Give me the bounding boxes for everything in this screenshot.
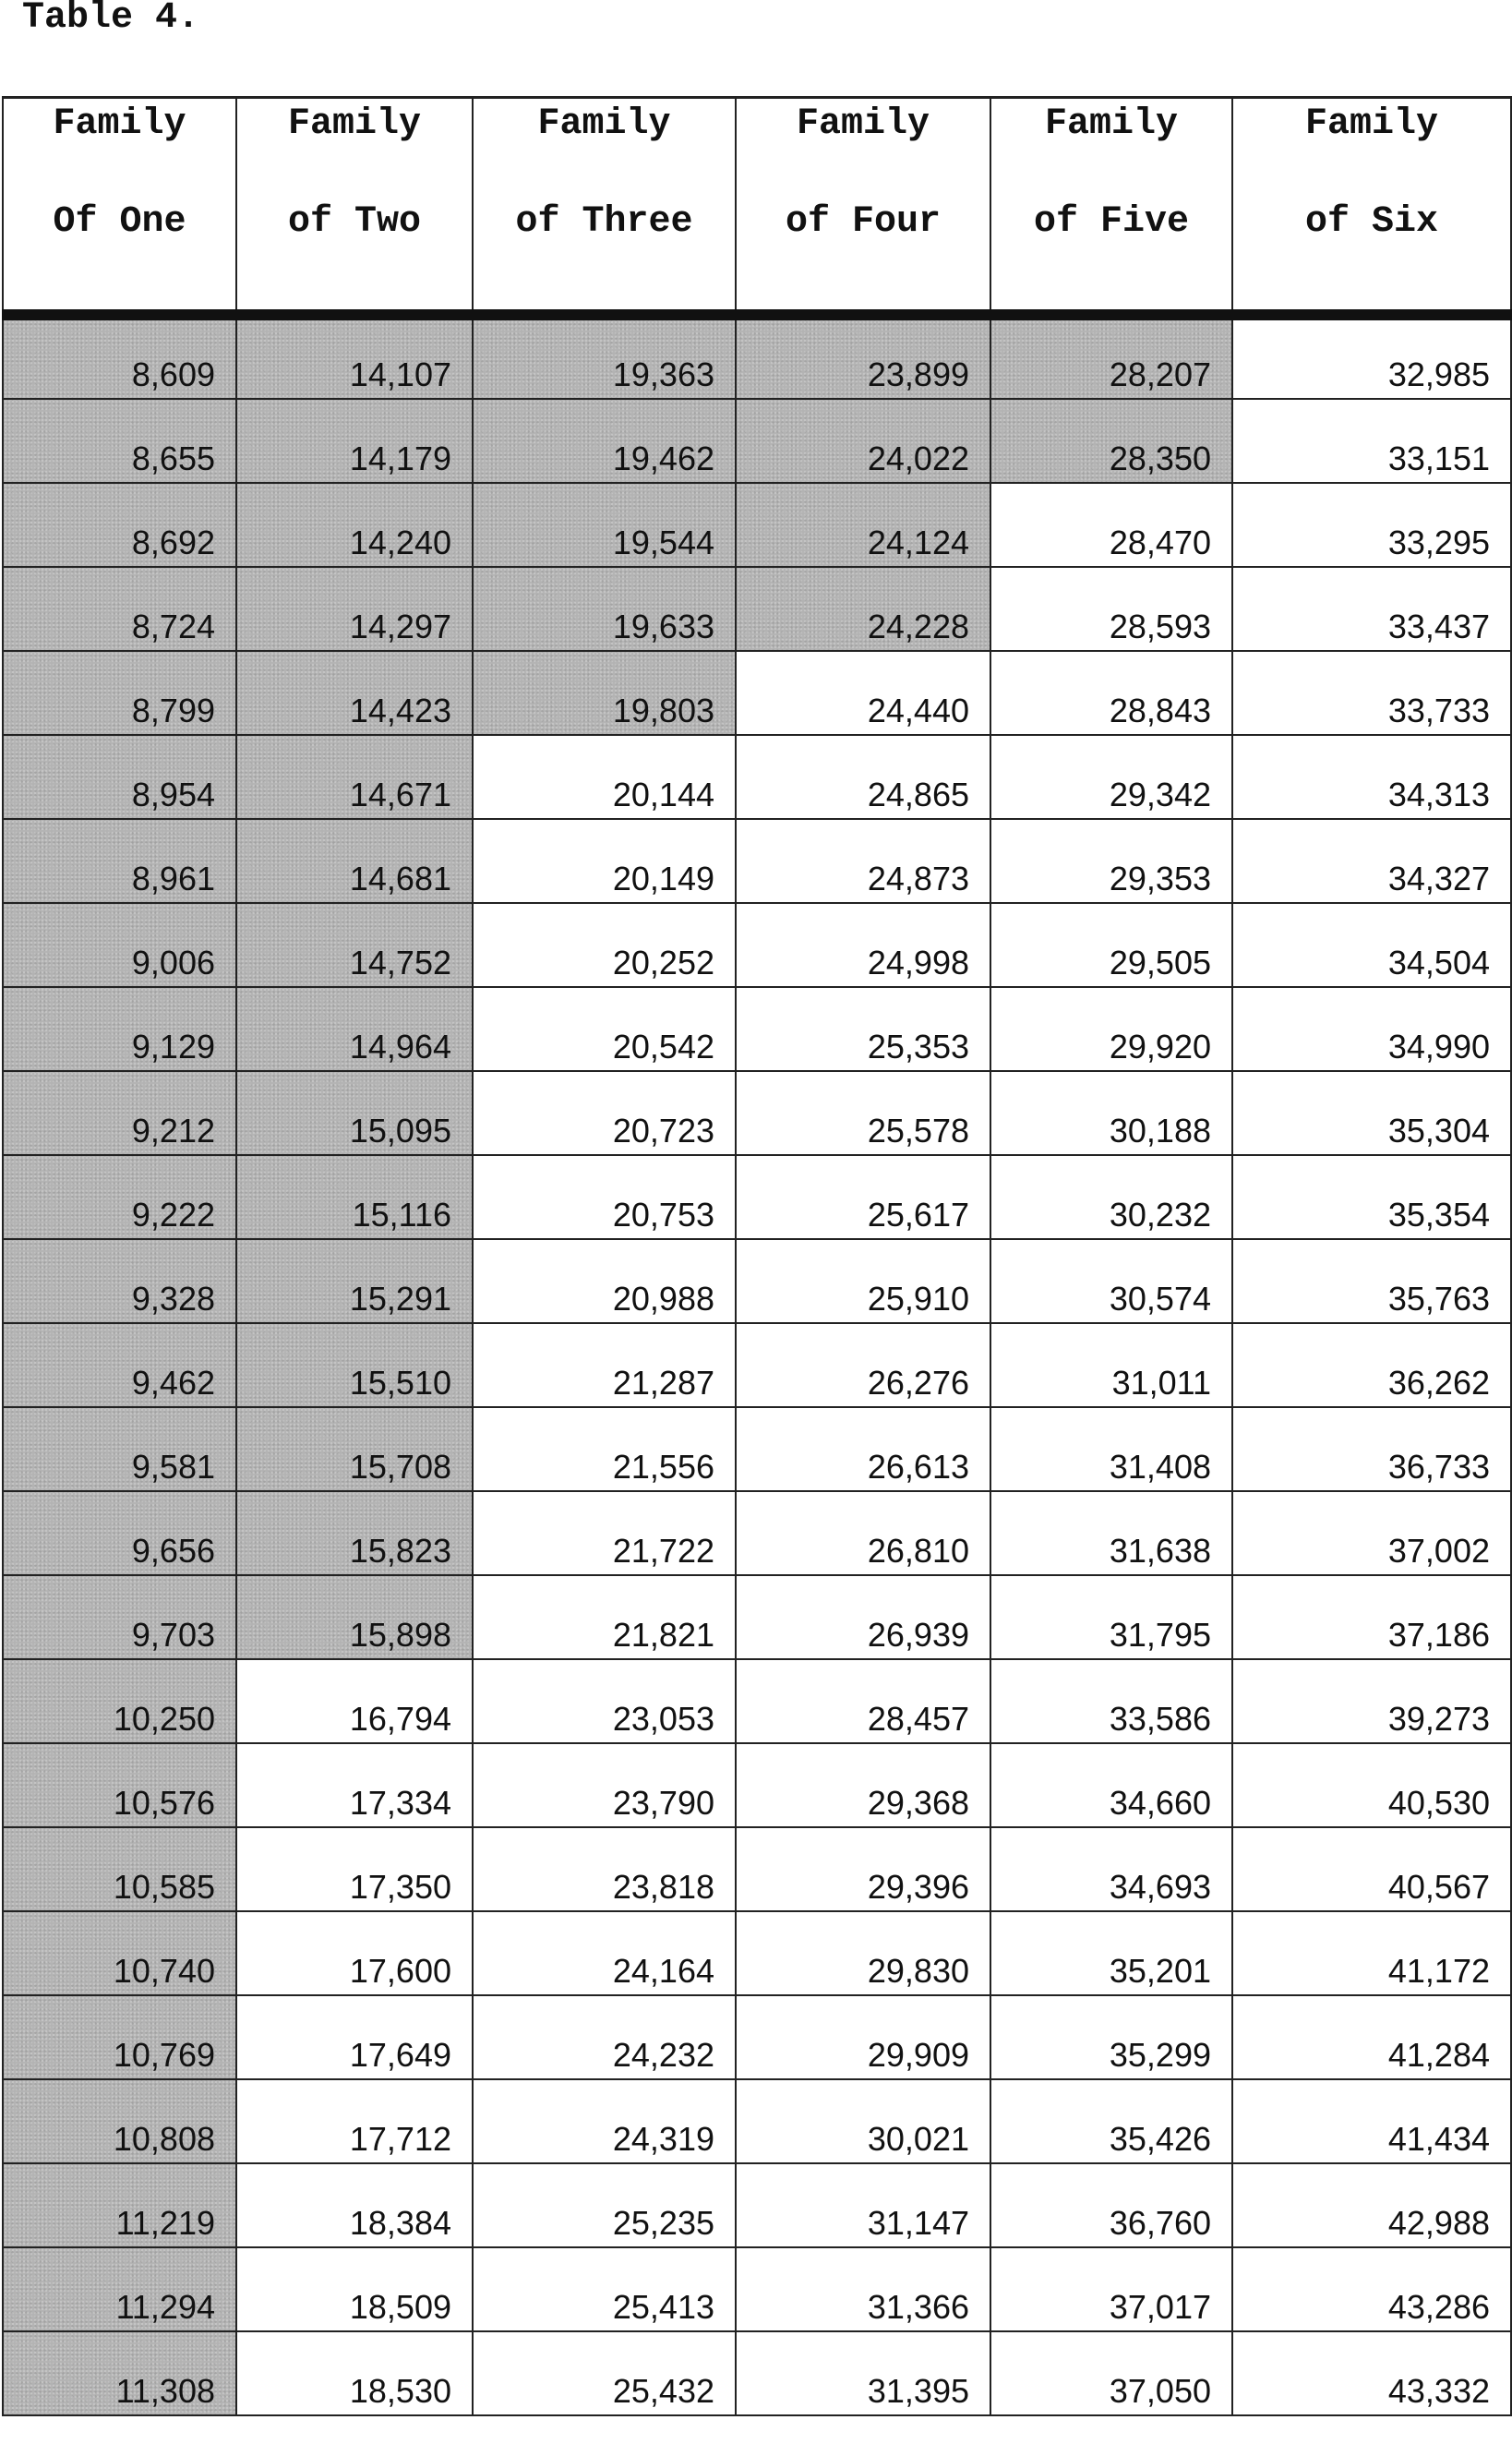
table-cell: 34,327 (1232, 819, 1511, 903)
table-cell: 29,368 (736, 1743, 990, 1827)
table-cell: 20,723 (473, 1071, 736, 1155)
table-cell: 18,530 (236, 2331, 473, 2415)
table-cell: 35,201 (990, 1911, 1232, 1995)
table-row (3, 1239, 1511, 1323)
table-body (3, 315, 1511, 2415)
table-row (3, 651, 1511, 735)
header-family-of-one (3, 98, 236, 316)
table-row (3, 1323, 1511, 1407)
table-cell: 25,432 (473, 2331, 736, 2415)
table-cell: 17,649 (236, 1995, 473, 2079)
table-cell: 9,703 (3, 1575, 236, 1659)
header-line-2: of Five (1033, 201, 1190, 243)
table-cell: 31,638 (990, 1491, 1232, 1575)
table-cell: 24,319 (473, 2079, 736, 2163)
table-row (3, 1995, 1511, 2079)
table-cell: 8,692 (3, 483, 236, 567)
table-cell: 35,304 (1232, 1071, 1511, 1155)
table-cell: 34,693 (990, 1827, 1232, 1911)
table-row (3, 1743, 1511, 1827)
table-header (3, 98, 1511, 316)
table-cell: 33,586 (990, 1659, 1232, 1743)
header-family-of-three (473, 98, 736, 316)
table-cell: 24,124 (736, 483, 990, 567)
table-cell: 31,408 (990, 1407, 1232, 1491)
header-line-2: of Two (287, 201, 422, 243)
table-cell: 34,313 (1232, 735, 1511, 819)
header-line-1: Family (796, 103, 930, 145)
table-cell: 17,350 (236, 1827, 473, 1911)
table-cell: 8,609 (3, 315, 236, 399)
table-cell: 25,353 (736, 987, 990, 1071)
header-line-2: Of One (53, 201, 186, 243)
table-row (3, 2247, 1511, 2331)
table-cell: 28,470 (990, 483, 1232, 567)
table-cell: 29,505 (990, 903, 1232, 987)
table-cell: 35,354 (1232, 1155, 1511, 1239)
table-cell: 31,366 (736, 2247, 990, 2331)
table-cell: 33,295 (1232, 483, 1511, 567)
table-cell: 14,964 (236, 987, 473, 1071)
table-cell: 20,144 (473, 735, 736, 819)
table-caption: Table 4. (22, 0, 200, 39)
table-row (3, 2163, 1511, 2247)
table-cell: 9,006 (3, 903, 236, 987)
table-row (3, 483, 1511, 567)
table-cell: 24,022 (736, 399, 990, 483)
header-line-2: of Four (785, 201, 942, 243)
header-line-1: Family (1044, 103, 1179, 145)
table-cell: 18,509 (236, 2247, 473, 2331)
table-cell: 35,763 (1232, 1239, 1511, 1323)
header-family-of-two (236, 98, 473, 316)
table-cell: 24,440 (736, 651, 990, 735)
table-cell: 30,232 (990, 1155, 1232, 1239)
table-row (3, 399, 1511, 483)
table-cell: 35,426 (990, 2079, 1232, 2163)
table-cell: 23,790 (473, 1743, 736, 1827)
table-cell: 28,593 (990, 567, 1232, 651)
table-cell: 29,353 (990, 819, 1232, 903)
table-cell: 33,733 (1232, 651, 1511, 735)
table-cell: 32,985 (1232, 315, 1511, 399)
header-family-of-four (736, 98, 990, 316)
table-cell: 29,920 (990, 987, 1232, 1071)
table-cell: 36,733 (1232, 1407, 1511, 1491)
table-row (3, 1659, 1511, 1743)
table-cell: 10,740 (3, 1911, 236, 1995)
table-cell: 26,939 (736, 1575, 990, 1659)
table-cell: 40,567 (1232, 1827, 1511, 1911)
table-cell: 15,116 (236, 1155, 473, 1239)
table-cell: 14,671 (236, 735, 473, 819)
table-cell: 39,273 (1232, 1659, 1511, 1743)
table-row (3, 315, 1511, 399)
table-cell: 9,129 (3, 987, 236, 1071)
table-cell: 10,808 (3, 2079, 236, 2163)
table-row (3, 1491, 1511, 1575)
table-cell: 21,556 (473, 1407, 736, 1491)
table-cell: 33,437 (1232, 567, 1511, 651)
table-cell: 17,600 (236, 1911, 473, 1995)
table-cell: 20,542 (473, 987, 736, 1071)
table-cell: 28,207 (990, 315, 1232, 399)
table-cell: 14,681 (236, 819, 473, 903)
table-cell: 16,794 (236, 1659, 473, 1743)
table-cell: 24,228 (736, 567, 990, 651)
table-cell: 41,284 (1232, 1995, 1511, 2079)
table-cell: 41,434 (1232, 2079, 1511, 2163)
header-line-1: Family (1304, 103, 1439, 145)
table-cell: 9,462 (3, 1323, 236, 1407)
table-cell: 30,021 (736, 2079, 990, 2163)
table-cell: 19,544 (473, 483, 736, 567)
table-cell: 37,186 (1232, 1575, 1511, 1659)
table-cell: 9,581 (3, 1407, 236, 1491)
table-cell: 8,655 (3, 399, 236, 483)
table-cell: 20,252 (473, 903, 736, 987)
table-cell: 29,909 (736, 1995, 990, 2079)
table-cell: 25,578 (736, 1071, 990, 1155)
table-cell: 15,708 (236, 1407, 473, 1491)
table-cell: 33,151 (1232, 399, 1511, 483)
table-cell: 20,753 (473, 1155, 736, 1239)
table-cell: 43,286 (1232, 2247, 1511, 2331)
header-line-2: of Three (515, 201, 693, 243)
table-row (3, 567, 1511, 651)
table-cell: 23,899 (736, 315, 990, 399)
table-cell: 43,332 (1232, 2331, 1511, 2415)
table-cell: 15,095 (236, 1071, 473, 1155)
table-cell: 10,250 (3, 1659, 236, 1743)
header-row (3, 98, 1511, 316)
table-row (3, 1911, 1511, 1995)
table-cell: 14,423 (236, 651, 473, 735)
header-family-of-six (1232, 98, 1511, 316)
table-row (3, 735, 1511, 819)
table-cell: 25,617 (736, 1155, 990, 1239)
table-cell: 24,998 (736, 903, 990, 987)
table-cell: 24,232 (473, 1995, 736, 2079)
table-cell: 8,954 (3, 735, 236, 819)
table-cell: 10,576 (3, 1743, 236, 1827)
table-row (3, 1071, 1511, 1155)
table-row (3, 819, 1511, 903)
table-cell: 8,799 (3, 651, 236, 735)
table-row (3, 2331, 1511, 2415)
table-cell: 24,865 (736, 735, 990, 819)
table-cell: 25,910 (736, 1239, 990, 1323)
table-cell: 15,898 (236, 1575, 473, 1659)
table-cell: 14,179 (236, 399, 473, 483)
header-family-of-five (990, 98, 1232, 316)
table-cell: 30,574 (990, 1239, 1232, 1323)
table-cell: 28,457 (736, 1659, 990, 1743)
table-cell: 37,017 (990, 2247, 1232, 2331)
table-cell: 24,873 (736, 819, 990, 903)
header-line-1: Family (287, 103, 422, 145)
table-cell: 9,212 (3, 1071, 236, 1155)
table-cell: 26,810 (736, 1491, 990, 1575)
table-cell: 14,297 (236, 567, 473, 651)
table-cell: 30,188 (990, 1071, 1232, 1155)
table-cell: 40,530 (1232, 1743, 1511, 1827)
table-cell: 29,830 (736, 1911, 990, 1995)
table-row (3, 1407, 1511, 1491)
table-cell: 15,510 (236, 1323, 473, 1407)
table-cell: 34,990 (1232, 987, 1511, 1071)
table-cell: 25,413 (473, 2247, 736, 2331)
table-cell: 26,613 (736, 1407, 990, 1491)
table-cell: 11,294 (3, 2247, 236, 2331)
table-cell: 37,050 (990, 2331, 1232, 2415)
table-cell: 25,235 (473, 2163, 736, 2247)
table-cell: 37,002 (1232, 1491, 1511, 1575)
table-cell: 24,164 (473, 1911, 736, 1995)
table-row (3, 1155, 1511, 1239)
table-cell: 15,291 (236, 1239, 473, 1323)
table-row (3, 1575, 1511, 1659)
table-cell: 29,342 (990, 735, 1232, 819)
table-cell: 14,240 (236, 483, 473, 567)
header-line-2: of Six (1304, 201, 1439, 243)
table-cell: 11,308 (3, 2331, 236, 2415)
table-cell: 21,722 (473, 1491, 736, 1575)
table-cell: 34,660 (990, 1743, 1232, 1827)
table-cell: 8,961 (3, 819, 236, 903)
table-cell: 31,147 (736, 2163, 990, 2247)
income-table (2, 96, 1512, 2416)
table-cell: 9,222 (3, 1155, 236, 1239)
table-cell: 19,363 (473, 315, 736, 399)
table-cell: 10,585 (3, 1827, 236, 1911)
table-cell: 20,149 (473, 819, 736, 903)
table-cell: 31,395 (736, 2331, 990, 2415)
header-line-1: Family (537, 103, 671, 145)
table-cell: 15,823 (236, 1491, 473, 1575)
table-cell: 35,299 (990, 1995, 1232, 2079)
table-cell: 36,262 (1232, 1323, 1511, 1407)
table-cell: 31,795 (990, 1575, 1232, 1659)
table-cell: 19,633 (473, 567, 736, 651)
table-cell: 42,988 (1232, 2163, 1511, 2247)
table-cell: 21,821 (473, 1575, 736, 1659)
table-cell: 19,803 (473, 651, 736, 735)
table-cell: 11,219 (3, 2163, 236, 2247)
table-cell: 10,769 (3, 1995, 236, 2079)
table-row (3, 1827, 1511, 1911)
table-cell: 31,011 (990, 1323, 1232, 1407)
table-cell: 8,724 (3, 567, 236, 651)
table-cell: 17,334 (236, 1743, 473, 1827)
header-line-1: Family (53, 103, 186, 145)
table-cell: 26,276 (736, 1323, 990, 1407)
table-cell: 14,752 (236, 903, 473, 987)
table-cell: 20,988 (473, 1239, 736, 1323)
table-cell: 28,350 (990, 399, 1232, 483)
table-cell: 9,328 (3, 1239, 236, 1323)
table-cell: 34,504 (1232, 903, 1511, 987)
table-cell: 18,384 (236, 2163, 473, 2247)
table-cell: 19,462 (473, 399, 736, 483)
table-cell: 14,107 (236, 315, 473, 399)
table-cell: 23,818 (473, 1827, 736, 1911)
table-row (3, 987, 1511, 1071)
table-cell: 41,172 (1232, 1911, 1511, 1995)
table-cell: 28,843 (990, 651, 1232, 735)
table-cell: 36,760 (990, 2163, 1232, 2247)
table-row (3, 2079, 1511, 2163)
table-cell: 9,656 (3, 1491, 236, 1575)
table-cell: 21,287 (473, 1323, 736, 1407)
table-cell: 29,396 (736, 1827, 990, 1911)
table-row (3, 903, 1511, 987)
table-cell: 17,712 (236, 2079, 473, 2163)
table-cell: 23,053 (473, 1659, 736, 1743)
